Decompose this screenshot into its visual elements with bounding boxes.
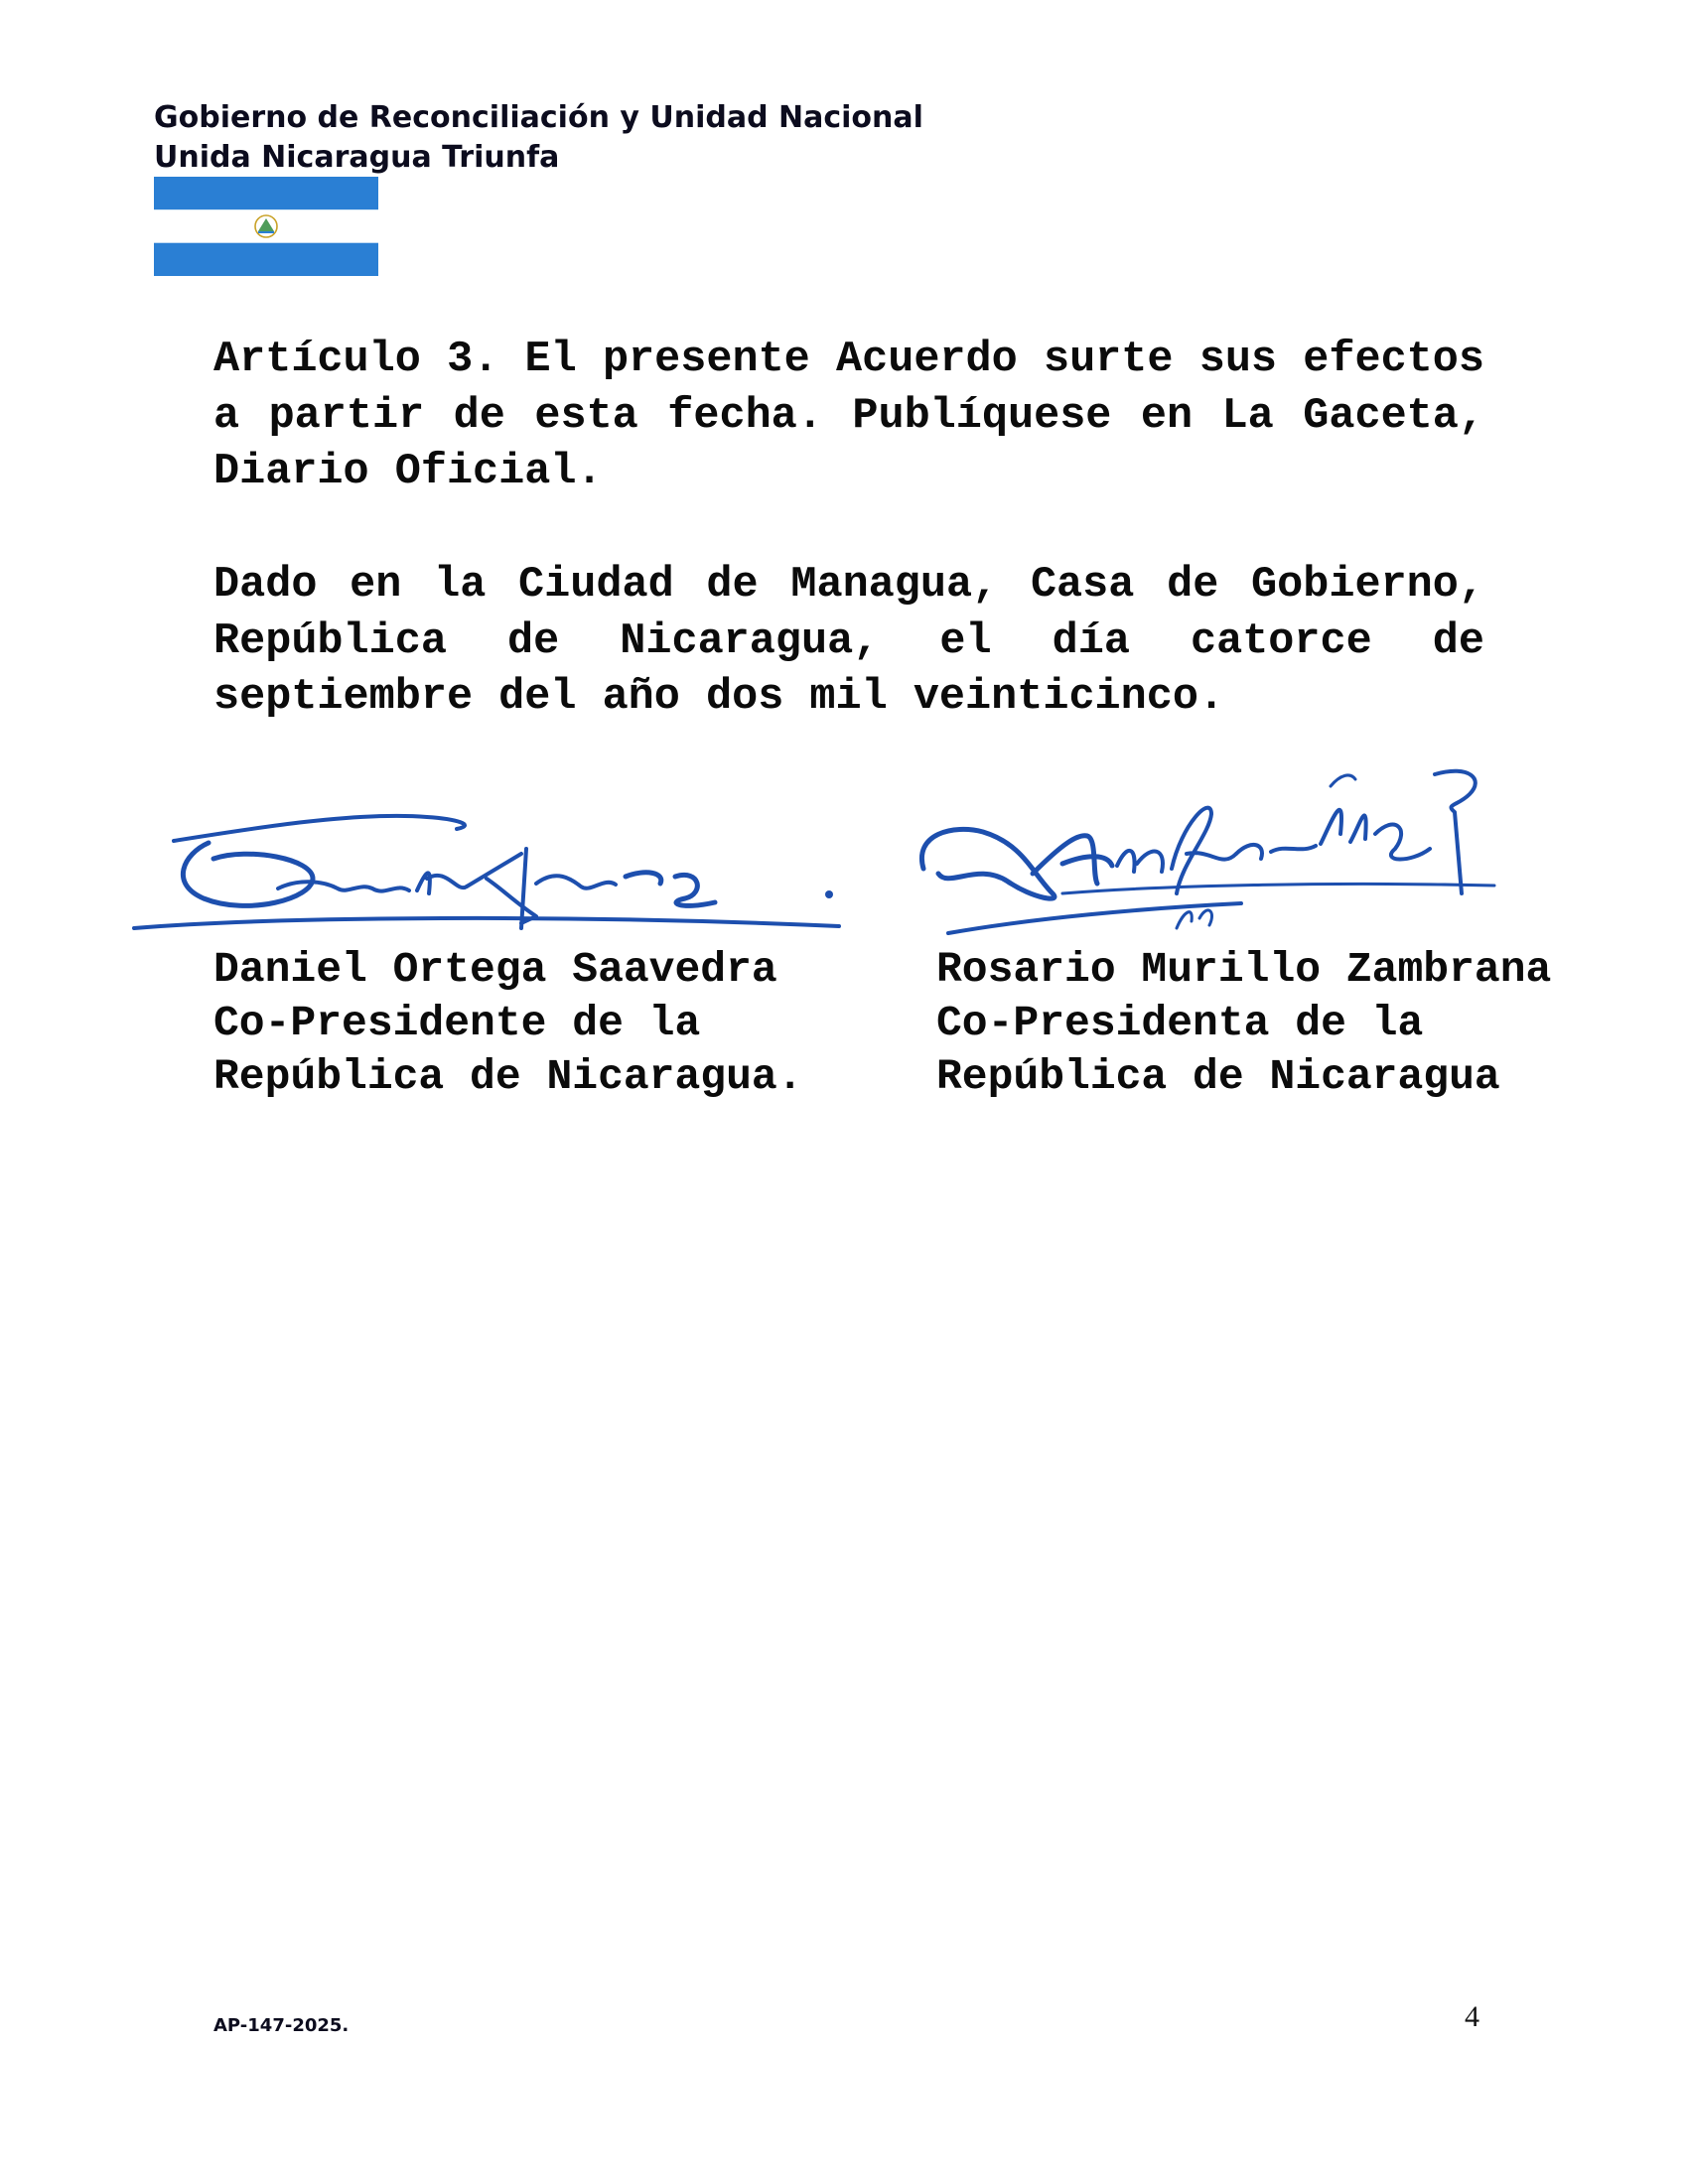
signer-block-left — [213, 943, 803, 1104]
signer-title-country: República de Nicaragua. — [213, 1052, 803, 1101]
page-number: 4 — [1465, 2000, 1479, 2033]
given-at-paragraph: Dado en la Ciudad de Managua, Casa de Gobierno, República de Nicaragua, el día catorce de septiembre del año dos mil veinticinco. — [213, 561, 1484, 722]
signer-title-country: República de Nicaragua — [936, 1052, 1500, 1101]
signer-name: Daniel Ortega Saavedra — [213, 945, 777, 994]
signature-rosario-murillo — [914, 754, 1519, 963]
signature-daniel-ortega — [129, 799, 854, 933]
article-paragraph: Artículo 3. El presente Acuerdo surte sus efectos a partir de esta fecha. Publíquese en La Gaceta, Diario Oficial. — [213, 336, 1484, 496]
signer-title: Co-Presidente de la — [213, 999, 701, 1047]
signer-name: Rosario Murillo Zambrana — [936, 945, 1552, 994]
header-government-name: Gobierno de Reconciliación y Unidad Nacional — [154, 100, 923, 135]
nicaragua-flag-icon — [154, 177, 378, 276]
signer-title: Co-Presidenta de la — [936, 999, 1424, 1047]
header-slogan: Unida Nicaragua Triunfa — [154, 140, 560, 175]
signer-block-right — [936, 943, 1551, 1104]
document-code: AP-147-2025. — [213, 2015, 350, 2036]
